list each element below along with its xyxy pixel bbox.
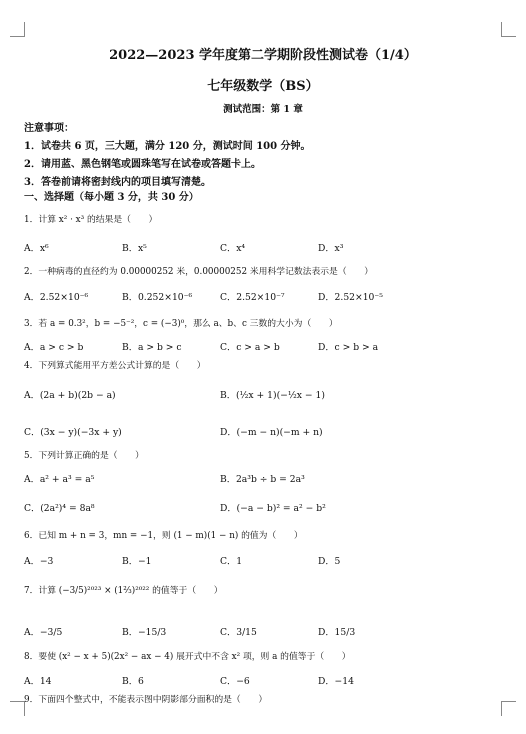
question-stem: 1．计算 x² · x³ 的结果是（ ）: [24, 215, 158, 225]
option-a: A．14: [24, 676, 52, 687]
question-stem: 2．一种病毒的直径约为 0.00000252 米，0.00000252 米用科学记数法表示是（ ）: [24, 267, 374, 277]
option-b: B．−1: [122, 556, 152, 567]
option-c: C．x⁴: [220, 243, 246, 254]
question-stem: 5．下列计算正确的是（ ）: [24, 451, 144, 461]
option-d: D．(−m − n)(−m + n): [220, 427, 323, 438]
option-c: C．(3x − y)(−3x + y): [24, 427, 122, 438]
option-c: C．2.52×10⁻⁷: [220, 292, 285, 303]
notice-item: 2．请用蓝、黑色钢笔或圆珠笔写在试卷或答题卡上。: [24, 159, 261, 170]
option-a: A．(2a + b)(2b − a): [24, 390, 116, 401]
question-stem: 4．下列算式能用平方差公式计算的是（ ）: [24, 361, 206, 371]
option-d: D．15/3: [318, 627, 356, 638]
option-b: B．0.252×10⁻⁶: [122, 292, 193, 303]
crop-mark-bottom-left: [10, 701, 25, 716]
option-c: C．1: [220, 556, 243, 567]
question-stem: 8．要使 (x² − x + 5)(2x² − ax − 4) 展开式中不含 x² 项，则 a 的值等于（ ）: [24, 652, 351, 662]
option-d: D．x³: [318, 243, 344, 254]
exam-subtitle: 七年级数学（BS）: [207, 79, 319, 94]
section-heading: 一、选择题（每小题 3 分，共 30 分）: [24, 192, 199, 203]
option-d: D．−14: [318, 676, 354, 687]
exam-title: 2022—2023 学年度第二学期阶段性测试卷（1/4）: [109, 48, 417, 63]
option-b: B．2a³b ÷ b = 2a³: [220, 474, 305, 485]
question-stem: 3．若 a = 0.3²，b = −5⁻²，c = (−3)⁰，那么 a、b、c 三数的大小为（ ）: [24, 319, 338, 329]
option-d: D．5: [318, 556, 341, 567]
option-b: B．6: [122, 676, 144, 687]
option-c: C．c > a > b: [220, 342, 280, 353]
notice-item: 3．答卷前请将密封线内的项目填写清楚。: [24, 177, 211, 188]
option-b: B．a > b > c: [122, 342, 182, 353]
notice-heading: 注意事项：: [24, 123, 74, 134]
option-c: C．(2a²)⁴ = 8a⁸: [24, 503, 95, 514]
question-stem: 9．下面四个整式中，不能表示图中阴影部分面积的是（ ）: [24, 695, 268, 705]
notice-item: 1．试卷共 6 页，三大题，满分 120 分，测试时间 100 分钟。: [24, 141, 311, 152]
question-stem: 6．已知 m + n = 3，mn = −1，则 (1 − m)(1 − n) 的值为（ ）: [24, 531, 303, 541]
crop-mark-top-left: [10, 22, 25, 37]
option-d: D．c > b > a: [318, 342, 379, 353]
option-a: A．−3: [24, 556, 54, 567]
option-b: B．(½x + 1)(−½x − 1): [220, 390, 325, 401]
option-b: B．x⁵: [122, 243, 147, 254]
option-a: A．a > c > b: [24, 342, 84, 353]
option-d: D．(−a − b)² = a² − b²: [220, 503, 326, 514]
option-a: A．a² + a³ = a⁵: [24, 474, 95, 485]
option-a: A．x⁶: [24, 243, 49, 254]
option-d: D．2.52×10⁻⁵: [318, 292, 383, 303]
option-c: C．3/15: [220, 627, 257, 638]
crop-mark-top-right: [501, 22, 516, 37]
question-stem: 7．计算 (−3/5)²⁰²³ × (1⅔)²⁰²² 的值等于（ ）: [24, 586, 223, 596]
test-scope: 测试范围：第 1 章: [223, 104, 303, 115]
option-c: C．−6: [220, 676, 250, 687]
crop-mark-bottom-right: [501, 701, 516, 716]
option-a: A．−3/5: [24, 627, 63, 638]
option-a: A．2.52×10⁻⁶: [24, 292, 89, 303]
option-b: B．−15/3: [122, 627, 167, 638]
